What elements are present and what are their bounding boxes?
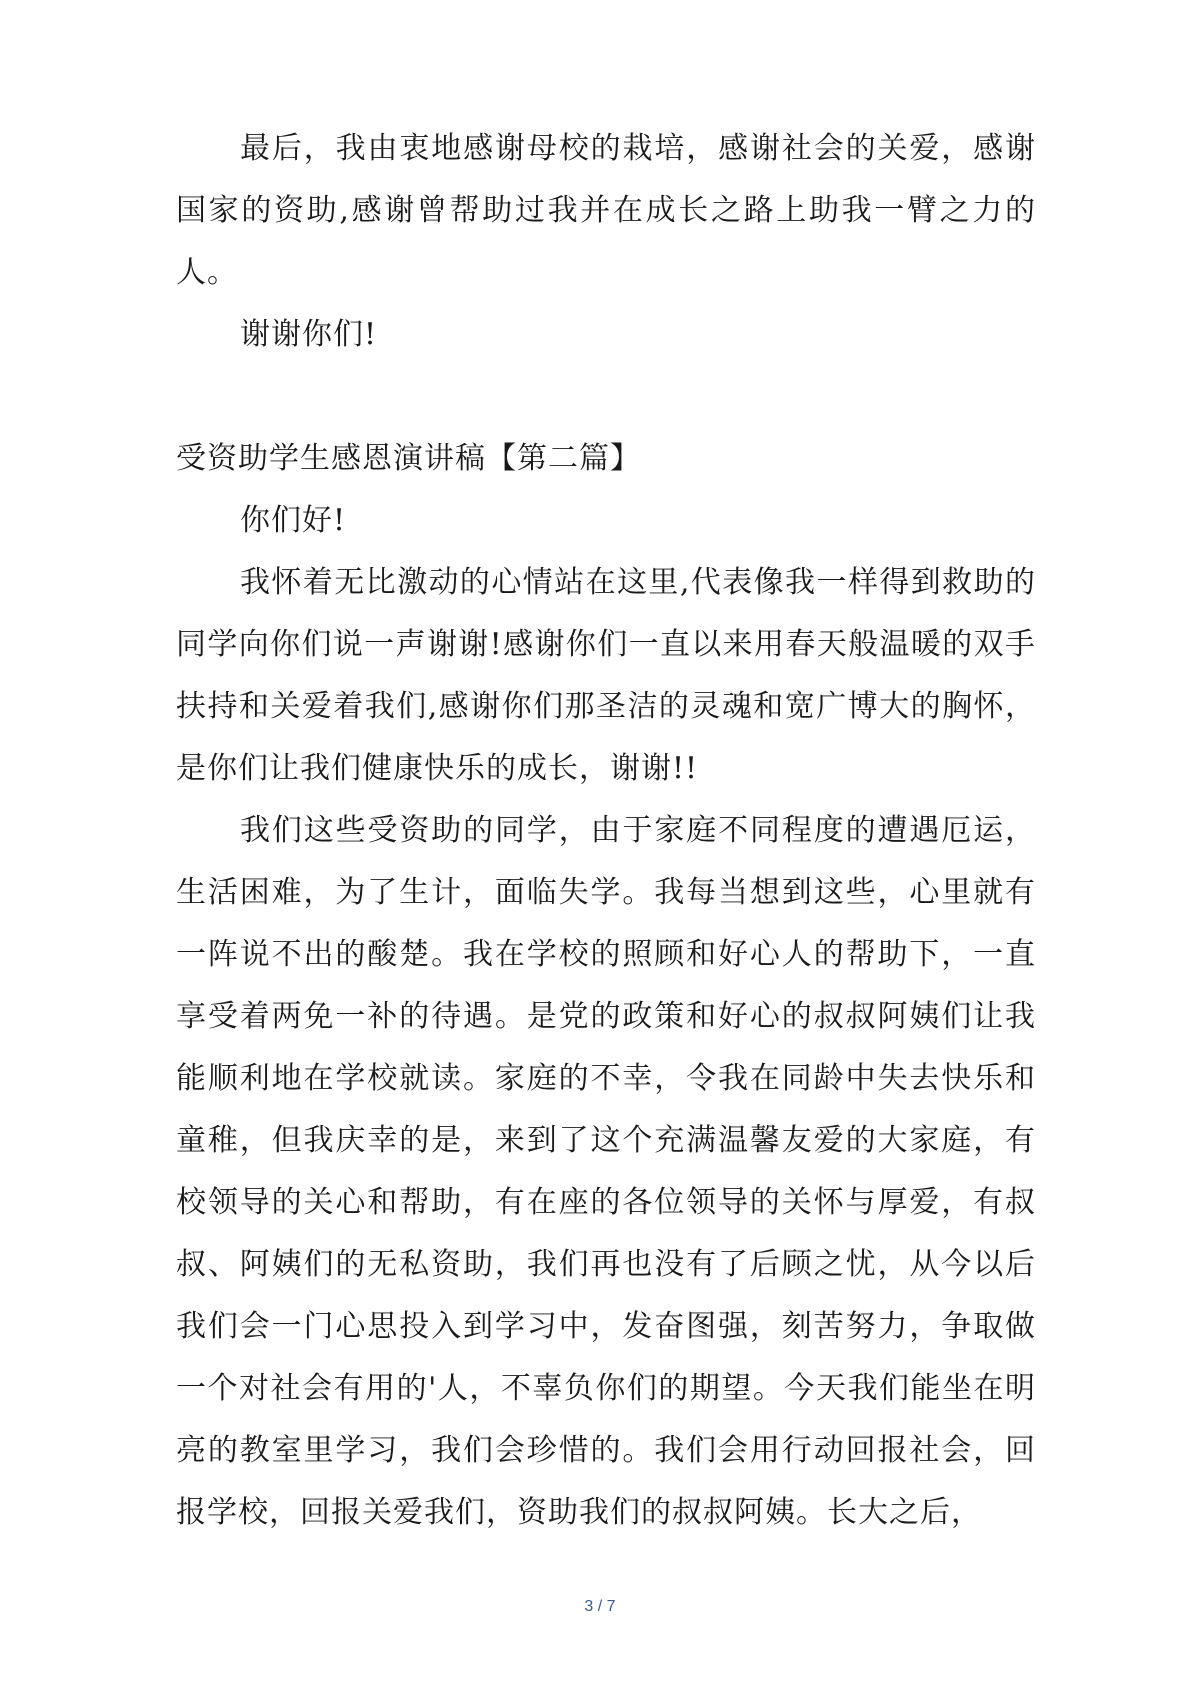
- paragraph-thank-you: 谢谢你们!: [240, 317, 378, 352]
- paragraph-gratitude: 我怀着无比激动的心情站在这里,代表像我一样得到救助的同学向你们说一声谢谢!感谢你们一直以来用春天般温暖的双手扶持和关爱着我们,感谢你们那圣洁的灵魂和宽广博大的胸怀，是你们让我们健康快乐的成长，谢谢!!: [176, 565, 1036, 786]
- paragraph-closing-thanks: 最后，我由衷地感谢母校的栽培，感谢社会的关爱，感谢国家的资助,感谢曾帮助过我并在成长之路上助我一臂之力的人。: [176, 131, 1036, 290]
- paragraph-greeting: 你们好!: [240, 503, 347, 538]
- section-title: 受资助学生感恩演讲稿【第二篇】: [176, 441, 641, 476]
- document-body: [176, 118, 1036, 1544]
- paragraph-circumstances: 我们这些受资助的同学，由于家庭不同程度的遭遇厄运，生活困难，为了生计，面临失学。我每当想到这些，心里就有一阵说不出的酸楚。我在学校的照顾和好心人的帮助下，一直享受着两免一补的待遇。是党的政策和好心的叔叔阿姨们让我能顺利地在学校就读。家庭的不幸，令我在同龄中失去快乐和童稚，但我庆幸的是，来到了这个充满温馨友爱的大家庭，有校领导的关心和帮助，有在座的各位领导的关怀与厚爱，有叔叔、阿姨们的无私资助，我们再也没有了后顾之忧，从今以后我们会一门心思投入到学习中，发奋图强，刻苦努力，争取做一个对社会有用的'人，不辜负你们的期望。今天我们能坐在明亮的教室里学习，我们会珍惜的。我们会用行动回报社会，回报学校，回报关爱我们，资助我们的叔叔阿姨。长大之后，: [176, 813, 1036, 1530]
- section-spacer: [176, 366, 1036, 428]
- page-number: 3 / 7: [584, 1598, 616, 1615]
